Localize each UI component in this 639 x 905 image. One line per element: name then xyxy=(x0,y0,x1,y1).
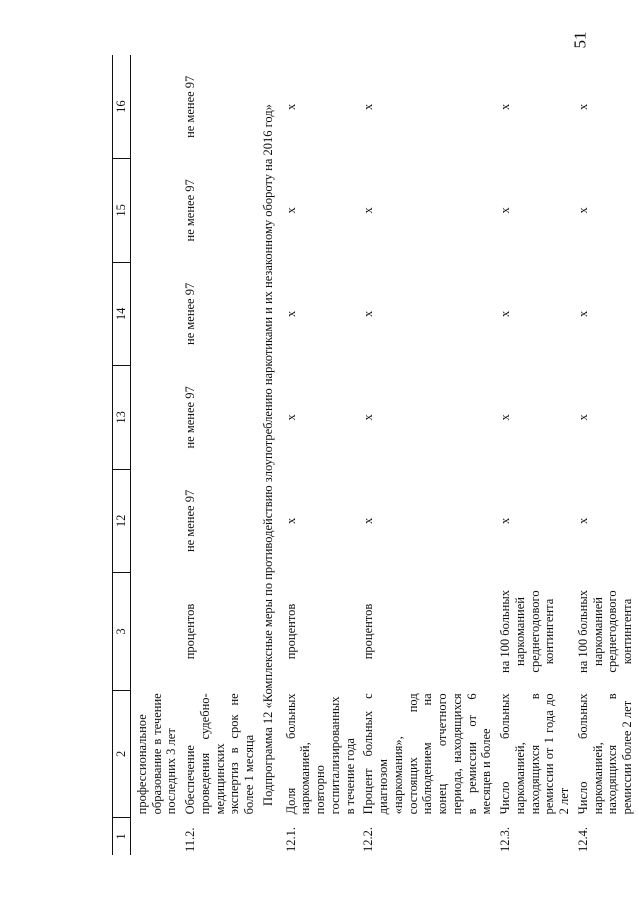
row-number: 11.2. xyxy=(183,827,197,852)
row-value: не менее 97 xyxy=(183,386,197,449)
row-value: х xyxy=(498,310,512,318)
row-name: Число больных наркоманией, находящихся в ремиссии от 1 года до 2 лет xyxy=(498,693,571,815)
row-value: х xyxy=(575,414,590,421)
row-value: х xyxy=(361,207,376,214)
indicator-table xyxy=(112,55,638,855)
row-value: х xyxy=(498,414,512,421)
header-cell: 1 xyxy=(113,817,131,855)
row-value: х xyxy=(283,414,298,421)
row-value: не менее 97 xyxy=(183,179,197,242)
header-cell: 12 xyxy=(113,469,131,573)
subprogram-row xyxy=(257,55,280,855)
header-cell: 3 xyxy=(113,573,131,691)
rotated-table-region xyxy=(112,55,634,855)
table-row xyxy=(280,55,358,855)
row-value: х xyxy=(575,310,590,318)
row-number: 12.2. xyxy=(361,827,376,852)
row-name: Доля больных наркоманией, повторно госпитализированных в течение года xyxy=(283,693,357,815)
row-value: х xyxy=(361,103,376,110)
row-value: х xyxy=(361,414,376,421)
row-number: 12.1. xyxy=(283,827,298,852)
row-value: не менее 97 xyxy=(183,489,197,553)
row-value: х xyxy=(498,207,512,214)
table-row xyxy=(494,55,572,855)
column-number-header xyxy=(113,55,131,855)
row-value: не менее 97 xyxy=(183,282,197,345)
row-name-continuation: профессиональное образование в течение последних 3 лет xyxy=(134,693,179,815)
row-name: Число больных наркоманией, находящихся в ремиссии более 2 лет xyxy=(575,693,634,815)
row-value: х xyxy=(361,517,376,525)
row-number: 12.4. xyxy=(575,827,590,852)
row-name: Обеспечение проведения судебно-медицинских экспертиз в срок не более 1 месяца xyxy=(183,693,256,815)
row-value: х xyxy=(498,103,512,110)
table-row xyxy=(130,55,179,855)
row-value: х xyxy=(283,517,298,525)
row-unit: процентов xyxy=(183,603,197,660)
row-value: х xyxy=(283,207,298,214)
header-cell: 13 xyxy=(113,366,131,470)
row-unit: процентов xyxy=(361,603,376,660)
row-value: х xyxy=(498,517,512,525)
row-value: х xyxy=(575,103,590,110)
header-cell: 2 xyxy=(113,690,131,817)
table-row xyxy=(179,55,257,855)
header-cell: 14 xyxy=(113,262,131,366)
header-cell: 16 xyxy=(113,55,131,159)
subprogram-title: Подпрограмма 12 «Комплексные меры по противодействию злоупотреблению наркотиками и их незаконному обороту на 2016 год» xyxy=(260,104,275,806)
row-value: не менее 97 xyxy=(183,75,197,138)
table-row xyxy=(572,55,638,855)
page-number: 51 xyxy=(570,31,590,49)
row-value: х xyxy=(575,207,590,214)
row-number: 12.3. xyxy=(498,827,512,852)
row-unit: на 100 больных наркоманией среднегодового контингента xyxy=(575,590,634,673)
row-unit: на 100 больных наркоманией среднегодового контингента xyxy=(498,590,557,673)
row-value: х xyxy=(283,310,298,318)
header-cell: 15 xyxy=(113,159,131,263)
row-value: х xyxy=(283,103,298,110)
table-row xyxy=(357,55,494,855)
row-name: Процент больных с диагнозом «наркомания», состоящих под наблюдением на конец отчетного периода, находящихся в ремиссии от 6 месяцев и более xyxy=(361,693,494,815)
row-value: х xyxy=(575,517,590,525)
row-unit: процентов xyxy=(283,603,298,660)
row-value: х xyxy=(361,310,376,318)
